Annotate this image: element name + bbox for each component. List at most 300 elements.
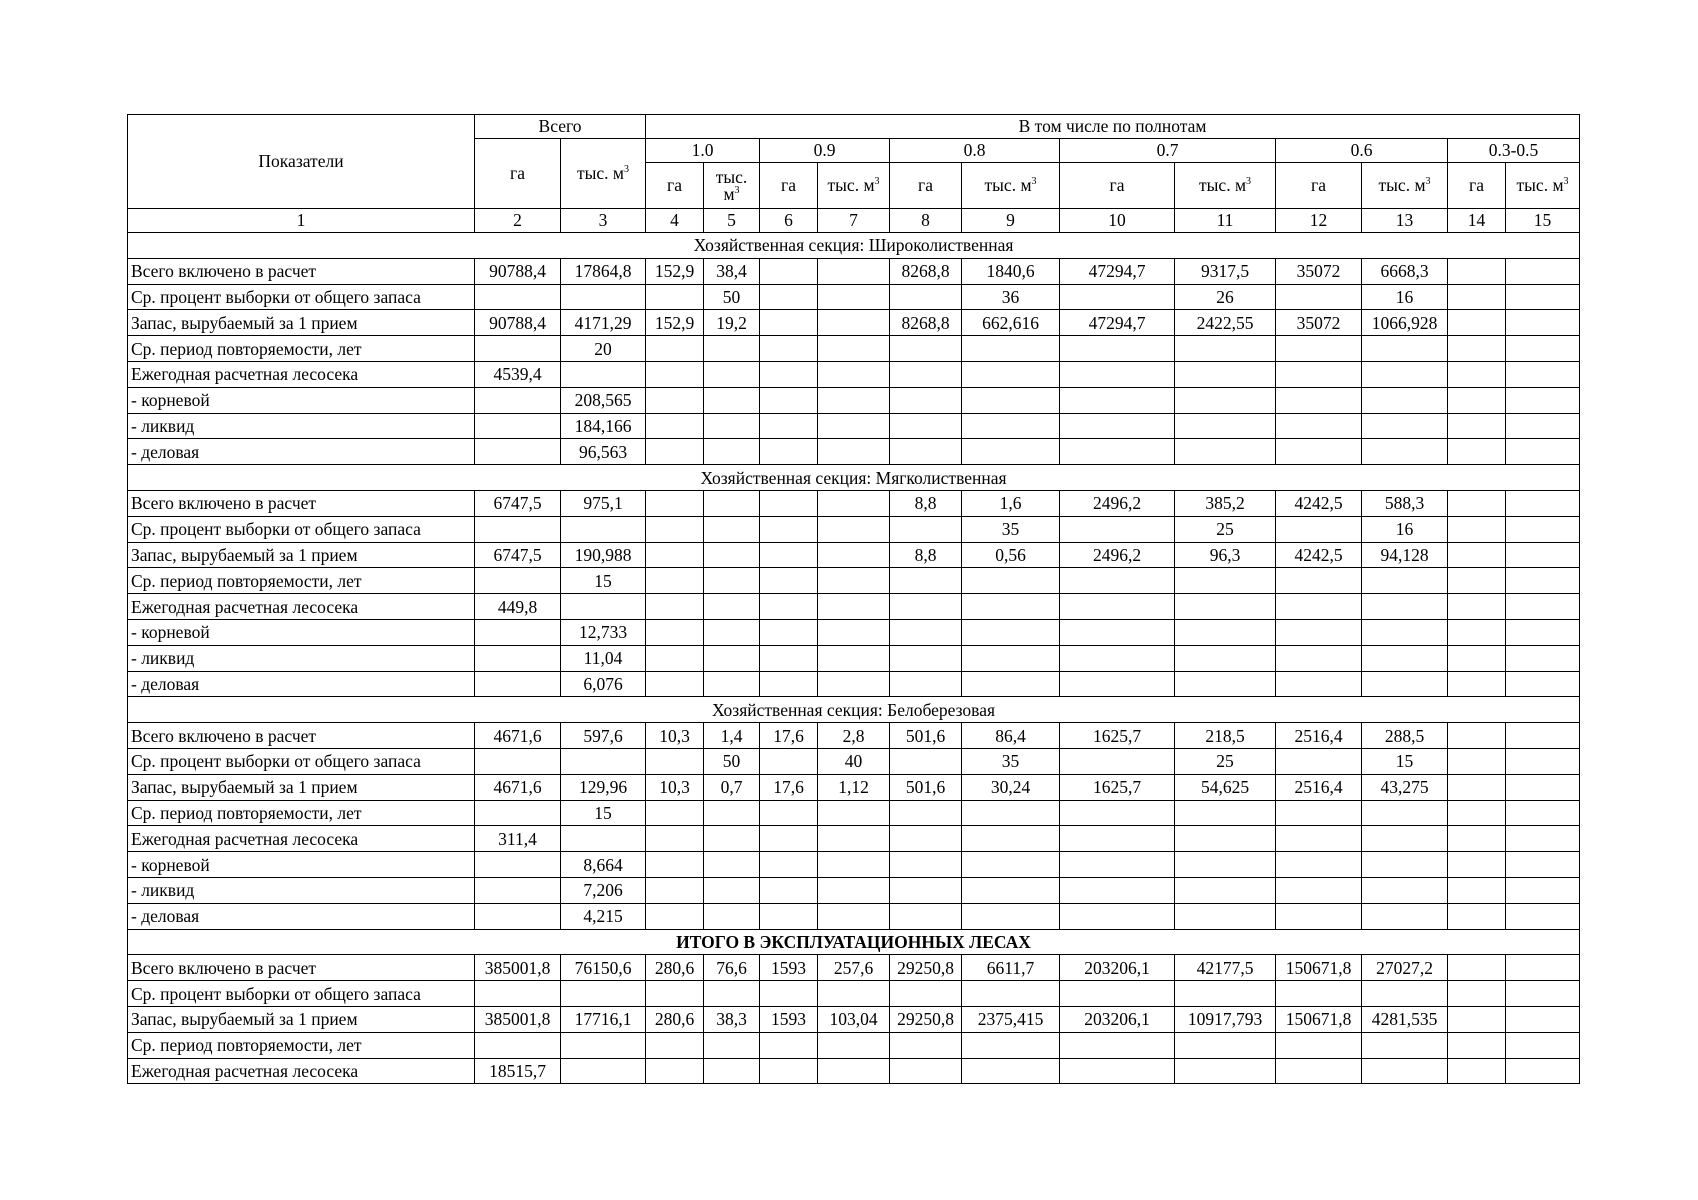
table-cell (1506, 877, 1580, 903)
table-cell (962, 594, 1060, 620)
table-cell: 96,563 (561, 439, 646, 465)
table-cell: 36 (962, 284, 1060, 310)
row-label: - деловая (128, 671, 475, 697)
table-cell: 0,7 (704, 774, 760, 800)
header-ha: га (1060, 163, 1175, 209)
table-cell (1276, 568, 1362, 594)
table-cell: 311,4 (475, 826, 561, 852)
table-cell (818, 413, 890, 439)
header-by-density: В том числе по полнотам (646, 115, 1580, 139)
table-cell (760, 852, 818, 878)
table-cell: 501,6 (890, 723, 962, 749)
table-cell (475, 284, 561, 310)
table-row (128, 594, 1580, 620)
table-cell (704, 1058, 760, 1084)
table-cell (704, 594, 760, 620)
table-cell (760, 336, 818, 362)
table-cell (760, 1032, 818, 1058)
table-cell: 1066,928 (1362, 310, 1448, 336)
table-cell (1276, 877, 1362, 903)
col-number: 1 (128, 209, 475, 233)
table-cell (760, 748, 818, 774)
table-cell (962, 852, 1060, 878)
table-cell (1175, 852, 1276, 878)
table-cell (760, 1058, 818, 1084)
table-cell (704, 619, 760, 645)
table-cell (1448, 568, 1506, 594)
table-cell (818, 490, 890, 516)
header-thous: тыс. $м^3$ (704, 163, 760, 209)
col-number: 11 (1175, 209, 1276, 233)
row-label: - корневой (128, 619, 475, 645)
table-cell (1362, 594, 1448, 620)
table-cell (1060, 800, 1175, 826)
table-cell (890, 852, 962, 878)
row-label: Ср. период повторяемости, лет (128, 336, 475, 362)
table-cell (1276, 387, 1362, 413)
table-cell (1506, 542, 1580, 568)
table-cell (704, 826, 760, 852)
table-cell (561, 748, 646, 774)
table-cell (475, 413, 561, 439)
table-cell (1175, 800, 1276, 826)
table-cell (818, 852, 890, 878)
table-cell: 8268,8 (890, 310, 962, 336)
table-cell (561, 1058, 646, 1084)
table-cell (646, 336, 704, 362)
table-cell (818, 645, 890, 671)
table-cell (962, 671, 1060, 697)
table-cell: 1840,6 (962, 258, 1060, 284)
table-cell: 190,988 (561, 542, 646, 568)
table-cell (1060, 645, 1175, 671)
table-cell (1506, 619, 1580, 645)
table-cell: 2375,415 (962, 1006, 1060, 1032)
table-row (128, 903, 1580, 929)
table-row (128, 413, 1580, 439)
table-cell (1276, 748, 1362, 774)
table-cell: 76150,6 (561, 955, 646, 981)
table-cell: 35 (962, 748, 1060, 774)
row-label: - корневой (128, 852, 475, 878)
header-thous: тыс. $м^3$ (1175, 163, 1276, 209)
table-cell: 8,8 (890, 490, 962, 516)
table-cell (1276, 619, 1362, 645)
table-cell (1506, 310, 1580, 336)
table-cell (962, 439, 1060, 465)
table-cell (962, 826, 1060, 852)
table-cell (962, 877, 1060, 903)
header-total-ha: га (475, 139, 561, 209)
table-cell: 42177,5 (1175, 955, 1276, 981)
table-cell: 385001,8 (475, 955, 561, 981)
table-cell (1362, 439, 1448, 465)
table-cell (1175, 645, 1276, 671)
row-label: Всего включено в расчет (128, 723, 475, 749)
table-cell (760, 903, 818, 929)
table-cell (818, 284, 890, 310)
table-cell (475, 748, 561, 774)
table-cell (818, 542, 890, 568)
row-label: Ежегодная расчетная лесосека (128, 361, 475, 387)
table-cell: 27027,2 (1362, 955, 1448, 981)
table-cell (818, 258, 890, 284)
row-label: Ежегодная расчетная лесосека (128, 594, 475, 620)
col-number: 15 (1506, 209, 1580, 233)
table-cell (1060, 516, 1175, 542)
table-cell (646, 645, 704, 671)
table-cell (818, 877, 890, 903)
table-cell: 288,5 (1362, 723, 1448, 749)
table-cell (962, 800, 1060, 826)
table-cell (1448, 594, 1506, 620)
table-cell (760, 568, 818, 594)
table-cell (646, 852, 704, 878)
table-cell (1506, 826, 1580, 852)
table-cell (760, 516, 818, 542)
table-cell (646, 1058, 704, 1084)
table-cell: 12,733 (561, 619, 646, 645)
table-cell (1175, 671, 1276, 697)
table-cell (890, 439, 962, 465)
table-row (128, 877, 1580, 903)
table-cell (475, 336, 561, 362)
table-cell (704, 800, 760, 826)
table-cell (561, 516, 646, 542)
table-cell (1448, 1006, 1506, 1032)
table-cell (646, 516, 704, 542)
col-number: 2 (475, 209, 561, 233)
table-cell (760, 258, 818, 284)
table-cell (1506, 258, 1580, 284)
table-cell: 975,1 (561, 490, 646, 516)
table-cell (818, 903, 890, 929)
table-cell: 2516,4 (1276, 774, 1362, 800)
table-cell (1060, 413, 1175, 439)
table-cell: 1625,7 (1060, 774, 1175, 800)
table-cell (1276, 284, 1362, 310)
table-cell (1175, 1058, 1276, 1084)
table-row (128, 1058, 1580, 1084)
table-cell: 50 (704, 284, 760, 310)
table-cell (760, 877, 818, 903)
table-cell (1276, 1032, 1362, 1058)
table-cell: 385,2 (1175, 490, 1276, 516)
table-cell (890, 619, 962, 645)
table-cell: 103,04 (818, 1006, 890, 1032)
table-cell (760, 645, 818, 671)
header-density: 1.0 (646, 139, 760, 163)
table-cell: 43,275 (1362, 774, 1448, 800)
table-cell (1506, 516, 1580, 542)
col-number: 10 (1060, 209, 1175, 233)
table-row (128, 387, 1580, 413)
table-row (128, 748, 1580, 774)
table-cell: 54,625 (1175, 774, 1276, 800)
table-cell (475, 800, 561, 826)
table-cell (646, 361, 704, 387)
table-cell: 47294,7 (1060, 258, 1175, 284)
table-cell (890, 336, 962, 362)
table-row (128, 258, 1580, 284)
table-cell (646, 877, 704, 903)
table-cell (1175, 439, 1276, 465)
col-number: 8 (890, 209, 962, 233)
table-cell (760, 387, 818, 413)
table-cell (818, 981, 890, 1007)
table-cell (1060, 748, 1175, 774)
table-cell (704, 1032, 760, 1058)
table-cell (646, 748, 704, 774)
table-cell (646, 439, 704, 465)
table-cell (704, 439, 760, 465)
table-cell (475, 903, 561, 929)
header-ha: га (1276, 163, 1362, 209)
table-cell (1060, 877, 1175, 903)
table-cell (818, 1058, 890, 1084)
table-cell (962, 387, 1060, 413)
table-row (128, 619, 1580, 645)
table-cell (475, 568, 561, 594)
table-cell: 257,6 (818, 955, 890, 981)
table-cell (1448, 387, 1506, 413)
table-cell (1448, 955, 1506, 981)
table-cell (1506, 490, 1580, 516)
table-cell (704, 336, 760, 362)
table-cell: 17716,1 (561, 1006, 646, 1032)
table-cell: 4,215 (561, 903, 646, 929)
table-cell (1448, 619, 1506, 645)
table-cell (646, 981, 704, 1007)
table-cell (890, 800, 962, 826)
table-cell: 29250,8 (890, 1006, 962, 1032)
table-cell (704, 645, 760, 671)
row-label: Ср. процент выборки от общего запаса (128, 748, 475, 774)
table-cell (561, 361, 646, 387)
header-total-thous: тыс. $м^3$ (561, 139, 646, 209)
table-cell (890, 748, 962, 774)
table-cell (1506, 1006, 1580, 1032)
table-cell: 4539,4 (475, 361, 561, 387)
table-cell (890, 568, 962, 594)
table-cell: 203206,1 (1060, 955, 1175, 981)
table-cell: 8268,8 (890, 258, 962, 284)
table-cell (1506, 594, 1580, 620)
table-cell (1506, 568, 1580, 594)
table-cell (1448, 439, 1506, 465)
table-cell: 280,6 (646, 955, 704, 981)
table-cell (1362, 336, 1448, 362)
table-cell: 6611,7 (962, 955, 1060, 981)
table-cell (475, 852, 561, 878)
table-cell (760, 361, 818, 387)
table-cell: 38,4 (704, 258, 760, 284)
table-cell (818, 361, 890, 387)
table-cell (818, 387, 890, 413)
col-number: 13 (1362, 209, 1448, 233)
col-number: 7 (818, 209, 890, 233)
table-cell (704, 981, 760, 1007)
table-cell: 50 (704, 748, 760, 774)
table-cell (890, 903, 962, 929)
table-row (128, 310, 1580, 336)
table-cell (890, 981, 962, 1007)
table-cell (1448, 748, 1506, 774)
table-row (128, 774, 1580, 800)
table-cell (1448, 903, 1506, 929)
table-cell: 90788,4 (475, 258, 561, 284)
table-cell (1448, 258, 1506, 284)
table-cell (760, 439, 818, 465)
table-cell (1448, 826, 1506, 852)
header-thous: тыс. $м^3$ (962, 163, 1060, 209)
table-cell (1060, 284, 1175, 310)
table-cell (1276, 361, 1362, 387)
table-cell: 11,04 (561, 645, 646, 671)
table-cell (704, 877, 760, 903)
table-cell: 15 (561, 800, 646, 826)
table-cell (1506, 671, 1580, 697)
table-cell (1506, 748, 1580, 774)
table-cell (646, 387, 704, 413)
table-cell (818, 826, 890, 852)
table-row (128, 284, 1580, 310)
header-indicators: Показатели (128, 115, 475, 209)
table-cell (475, 619, 561, 645)
table-cell: 1625,7 (1060, 723, 1175, 749)
table-cell (890, 594, 962, 620)
table-cell (475, 645, 561, 671)
table-cell (1506, 800, 1580, 826)
header-ha: га (1448, 163, 1506, 209)
table-cell (1362, 800, 1448, 826)
table-cell (1175, 413, 1276, 439)
table-cell: 2496,2 (1060, 542, 1175, 568)
table-cell (646, 542, 704, 568)
table-row (128, 516, 1580, 542)
table-cell: 10917,793 (1175, 1006, 1276, 1032)
col-number: 9 (962, 209, 1060, 233)
table-cell (1060, 981, 1175, 1007)
table-row (128, 1032, 1580, 1058)
table-cell (704, 568, 760, 594)
table-cell: 385001,8 (475, 1006, 561, 1032)
table-cell (818, 336, 890, 362)
table-cell (760, 284, 818, 310)
table-cell: 1593 (760, 1006, 818, 1032)
table-cell (818, 800, 890, 826)
table-cell (1175, 619, 1276, 645)
table-cell (1506, 1058, 1580, 1084)
table-cell (962, 336, 1060, 362)
table-cell (1175, 336, 1276, 362)
table-cell (890, 413, 962, 439)
table-cell (818, 516, 890, 542)
header-ha: га (646, 163, 704, 209)
table-cell (1060, 826, 1175, 852)
table-cell (646, 490, 704, 516)
table-cell (1506, 645, 1580, 671)
table-cell (890, 387, 962, 413)
col-number: 14 (1448, 209, 1506, 233)
table-row (128, 361, 1580, 387)
table-row (128, 852, 1580, 878)
table-cell (962, 1032, 1060, 1058)
table-cell (1276, 516, 1362, 542)
table-cell (1362, 1058, 1448, 1084)
table-cell: 2496,2 (1060, 490, 1175, 516)
col-number: 12 (1276, 209, 1362, 233)
table-cell (1060, 361, 1175, 387)
table-cell: 15 (1362, 748, 1448, 774)
table-cell (1060, 439, 1175, 465)
row-label: Всего включено в расчет (128, 258, 475, 284)
table-cell: 0,56 (962, 542, 1060, 568)
table-row (128, 826, 1580, 852)
table-cell (760, 413, 818, 439)
table-cell (962, 645, 1060, 671)
table-cell (1362, 903, 1448, 929)
table-cell (1362, 981, 1448, 1007)
section-title: ИТОГО В ЭКСПЛУАТАЦИОННЫХ ЛЕСАХ (128, 929, 1580, 955)
table-cell: 150671,8 (1276, 1006, 1362, 1032)
table-cell (1175, 877, 1276, 903)
row-label: Ср. процент выборки от общего запаса (128, 981, 475, 1007)
table-cell (1506, 723, 1580, 749)
header-density: 0.3-0.5 (1448, 139, 1580, 163)
table-cell (646, 284, 704, 310)
table-cell: 7,206 (561, 877, 646, 903)
table-cell (1448, 336, 1506, 362)
table-cell (1175, 361, 1276, 387)
table-cell (646, 413, 704, 439)
table-cell: 6668,3 (1362, 258, 1448, 284)
table-cell (1276, 826, 1362, 852)
table-cell: 597,6 (561, 723, 646, 749)
table-cell: 8,664 (561, 852, 646, 878)
table-cell (1362, 619, 1448, 645)
table-cell (646, 594, 704, 620)
table-cell (818, 1032, 890, 1058)
row-label: Ср. период повторяемости, лет (128, 800, 475, 826)
table-cell: 17864,8 (561, 258, 646, 284)
table-cell: 152,9 (646, 310, 704, 336)
table-cell (1448, 774, 1506, 800)
table-cell: 8,8 (890, 542, 962, 568)
table-cell: 152,9 (646, 258, 704, 284)
header-density: 0.7 (1060, 139, 1276, 163)
table-cell (475, 1032, 561, 1058)
table-cell (962, 568, 1060, 594)
table-cell (1175, 1032, 1276, 1058)
table-cell (1506, 284, 1580, 310)
table-cell: 129,96 (561, 774, 646, 800)
table-cell (1506, 336, 1580, 362)
table-cell (1276, 981, 1362, 1007)
table-cell (760, 826, 818, 852)
table-row (128, 800, 1580, 826)
table-cell (1448, 1058, 1506, 1084)
table-cell (1276, 645, 1362, 671)
table-cell (1362, 877, 1448, 903)
table-cell (1506, 1032, 1580, 1058)
table-cell: 4281,535 (1362, 1006, 1448, 1032)
table-cell (1276, 439, 1362, 465)
table-cell: 4242,5 (1276, 490, 1362, 516)
table-cell (890, 1032, 962, 1058)
table-cell: 6747,5 (475, 490, 561, 516)
header-density: 0.8 (890, 139, 1060, 163)
